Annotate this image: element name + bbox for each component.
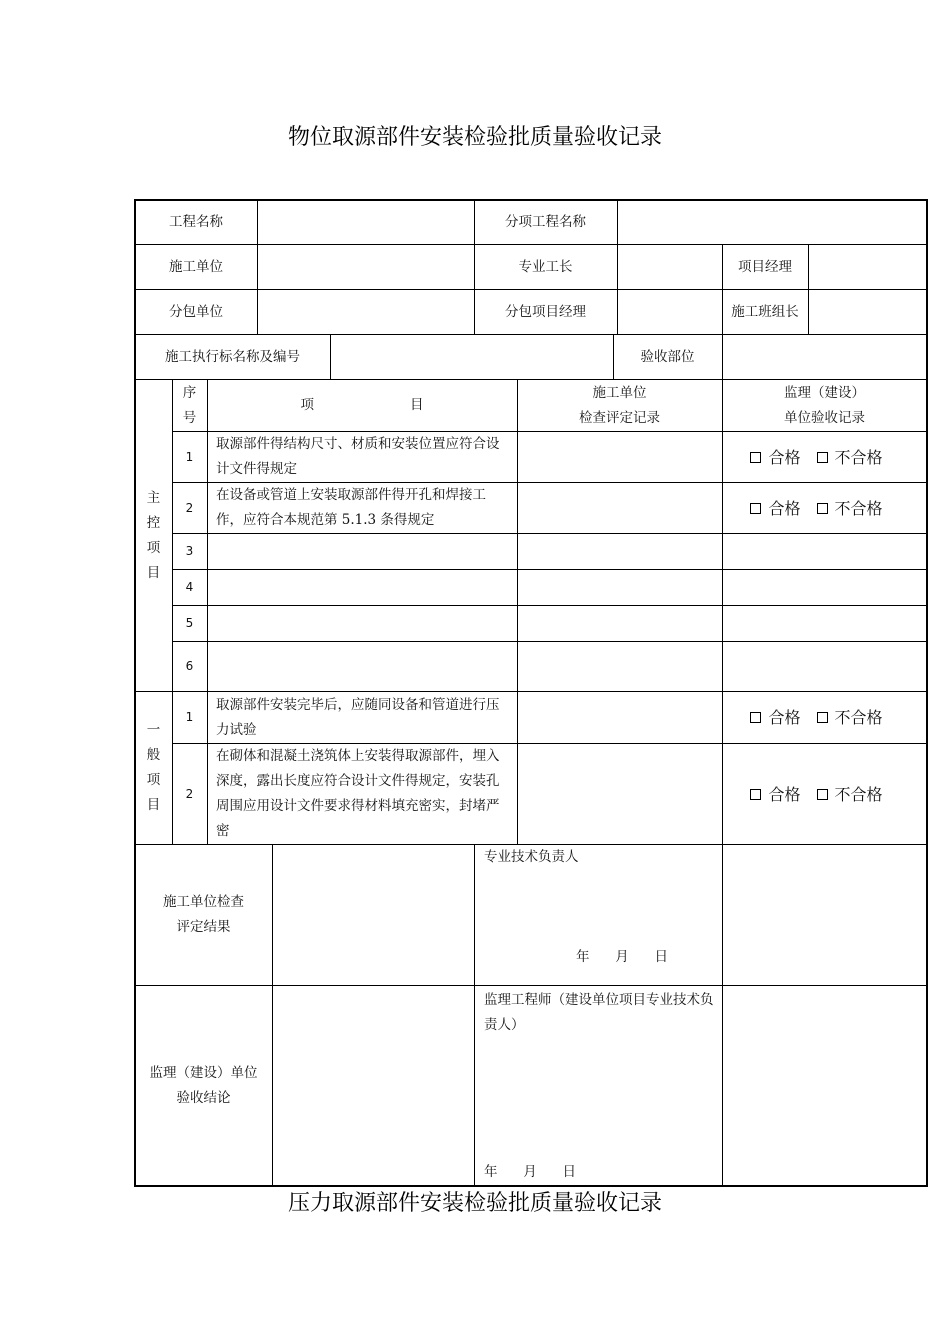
- main-item-no: 3: [185, 544, 194, 558]
- item-header-1: 项: [300, 397, 314, 413]
- supervising-engineer-label: 监理工程师（建设单位项目专业技术负责人）: [484, 992, 714, 1033]
- project-manager-label: 项目经理: [738, 258, 792, 275]
- supervise-header-line2: 单位验收记录: [784, 409, 865, 426]
- checkbox-icon: [750, 452, 761, 463]
- acceptance-conclusion-label: [135, 986, 272, 1186]
- check-result-label-line2: 评定结果: [176, 919, 231, 935]
- check-header-line2: 检查评定记录: [579, 409, 660, 426]
- main-group-char: 主: [146, 489, 161, 506]
- subcontract-pm-label: 分包项目经理: [505, 303, 586, 320]
- main-item-no: 6: [185, 659, 194, 673]
- checkbox-icon: [750, 789, 761, 800]
- fail-label: 不合格: [834, 784, 883, 804]
- supervise-header-line1: 监理（建设）: [784, 384, 865, 401]
- project-name-label: 工程名称: [169, 213, 223, 230]
- conclusion-label-line2: 验收结论: [176, 1090, 231, 1106]
- pass-label: 合格: [768, 447, 801, 467]
- pass-checkbox[interactable]: [750, 445, 800, 470]
- pass-label: 合格: [768, 708, 801, 727]
- item-header-2: 目: [410, 397, 424, 413]
- main-item-text: 在设备或管道上安装取源部件得开孔和焊接工作，应符合本规范第 5.1.3 条得规定: [216, 487, 486, 528]
- conclusion-label-line1: 监理（建设）单位: [149, 1065, 258, 1081]
- general-item-2-options: [722, 744, 927, 844]
- responsible-person-label: 专业技术负责人: [484, 849, 579, 865]
- main-group-char: 目: [146, 564, 161, 581]
- seq-header-line1: 序: [182, 384, 197, 401]
- construction-unit-label: 施工单位: [169, 258, 223, 275]
- pass-label: 合格: [768, 784, 801, 804]
- general-group-char: 般: [146, 747, 161, 763]
- main-item-text: 取源部件得结构尺寸、材质和安装位置应符合设计文件得规定: [216, 436, 500, 477]
- main-item-2-options: [722, 483, 927, 533]
- subproject-name-label: 分项工程名称: [505, 213, 586, 230]
- checkbox-icon: [817, 712, 828, 723]
- team-leader-label: 施工班组长: [731, 303, 799, 320]
- main-control-group-label: [135, 380, 172, 691]
- general-group-char: 项: [146, 772, 161, 788]
- fail-checkbox[interactable]: [817, 705, 883, 730]
- main-item-1-options: [722, 432, 927, 482]
- general-item-1-options: [722, 692, 927, 743]
- standard-label: 施工执行标名称及编号: [165, 348, 300, 365]
- check-header-line1: 施工单位: [592, 384, 647, 401]
- general-item-text: 在砌体和混凝土浇筑体上安装得取源部件，埋入深度，露出长度应符合设计文件得规定，安装孔周围应用设计文件要求得材料填充密实，封堵严密: [216, 748, 500, 839]
- subcontract-unit-label: 分包单位: [169, 303, 223, 320]
- main-group-char: 控: [146, 514, 161, 531]
- fail-checkbox[interactable]: [817, 445, 883, 470]
- check-result-label: [135, 845, 272, 985]
- page-title: 物位取源部件安装检验批质量验收记录: [287, 125, 662, 150]
- checkbox-icon: [817, 452, 828, 463]
- general-group-char: 目: [146, 797, 161, 813]
- fail-checkbox[interactable]: [817, 782, 883, 807]
- pass-checkbox[interactable]: [750, 782, 800, 807]
- seq-header: [172, 380, 207, 431]
- next-page-title: 压力取源部件安装检验批质量验收记录: [287, 1191, 662, 1216]
- main-item-no: 2: [185, 500, 194, 515]
- acceptance-part-label: 验收部位: [640, 348, 695, 365]
- checkbox-icon: [817, 789, 828, 800]
- checkbox-icon: [750, 503, 761, 514]
- general-group-char: 一: [146, 722, 161, 738]
- main-item-no: 4: [185, 580, 194, 594]
- item-header: [207, 380, 517, 431]
- general-item-no: 1: [185, 710, 194, 724]
- seq-header-line2: 号: [182, 409, 197, 426]
- fail-label: 不合格: [834, 708, 883, 727]
- check-result-label-line1: 施工单位检查: [163, 894, 244, 910]
- conclusion-date: 年 月 日: [484, 1164, 576, 1180]
- checkbox-icon: [750, 712, 761, 723]
- main-item-no: 1: [185, 449, 194, 464]
- fail-label: 不合格: [834, 447, 883, 467]
- general-item-text: 取源部件安装完毕后，应随同设备和管道进行压力试验: [216, 696, 500, 738]
- fail-checkbox[interactable]: [817, 496, 883, 521]
- pass-checkbox[interactable]: [750, 496, 800, 521]
- fail-label: 不合格: [834, 498, 883, 518]
- general-group-label: [135, 692, 172, 844]
- main-group-char: 项: [146, 539, 161, 556]
- pass-label: 合格: [768, 498, 801, 518]
- result-date: 年 月 日: [576, 949, 668, 965]
- supervise-record-header: [722, 380, 927, 431]
- checkbox-icon: [817, 503, 828, 514]
- pass-checkbox[interactable]: [750, 705, 800, 730]
- general-item-no: 2: [185, 786, 194, 801]
- main-item-no: 5: [185, 616, 194, 630]
- check-record-header: [517, 380, 722, 431]
- foreman-label: 专业工长: [518, 258, 573, 275]
